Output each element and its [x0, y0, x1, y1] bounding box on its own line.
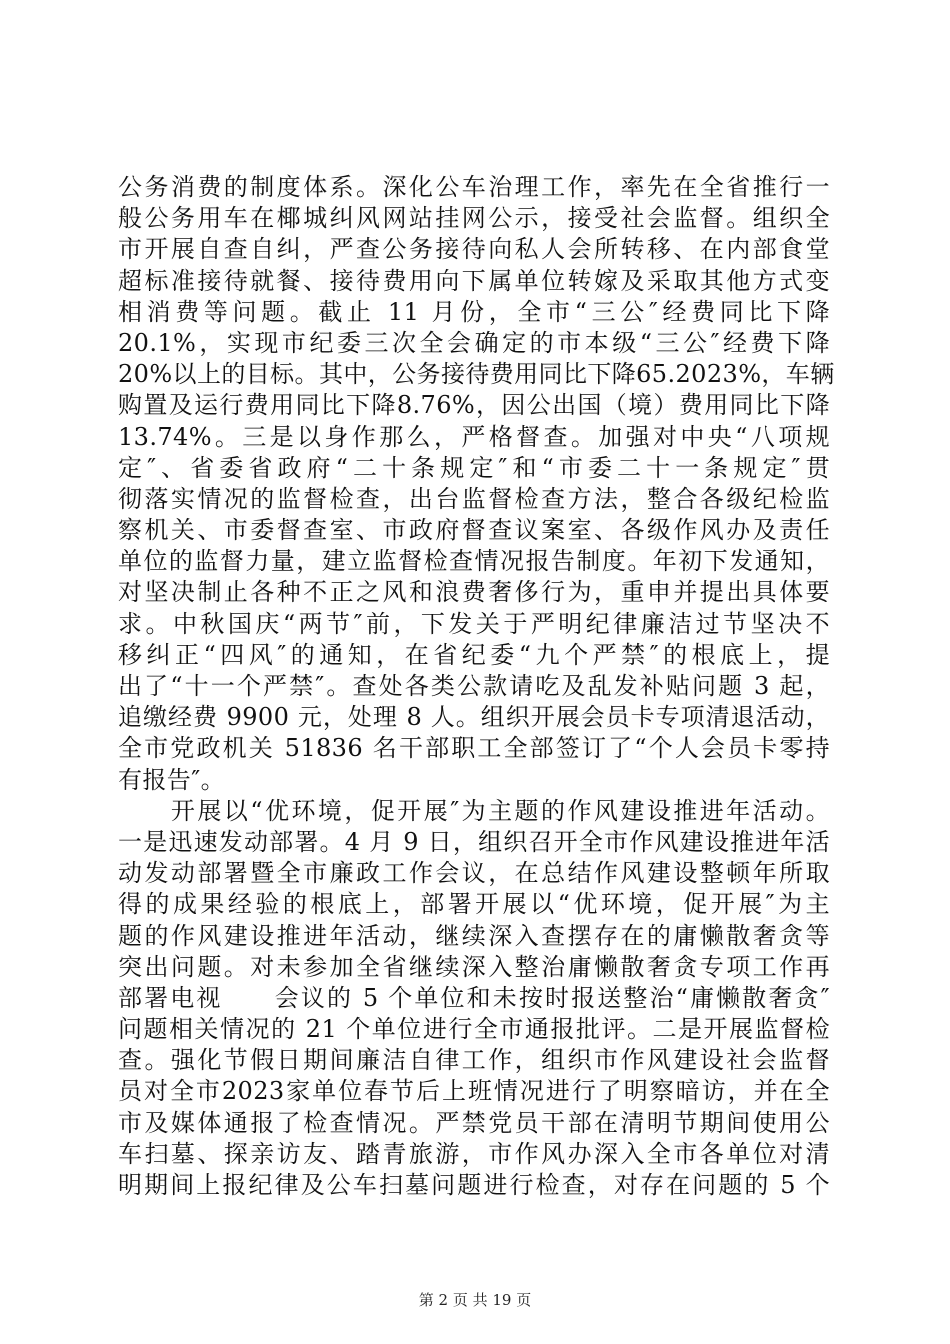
page-footer: 第 2 页 共 19 页: [418, 1291, 532, 1309]
text-line: 20.1%，实现市纪委三次全会确定的市本级“三公″经费下降: [118, 328, 830, 357]
text-line: 定″、省委省政府“二十条规定″和“市委二十一条规定″贯: [118, 453, 830, 482]
text-line: 察机关、市委督查室、市政府督查议案室、各级作风办及责任: [118, 516, 830, 545]
text-line: 彻落实情况的监督检查，出台监督检查方法，整合各级纪检监: [118, 484, 830, 513]
text-line: 有报告″。: [118, 765, 225, 794]
text-line: 一是迅速发动部署。4 月 9 日，组织召开全市作风建设推进年活: [118, 827, 830, 856]
text-line: 追缴经费 9900 元，处理 8 人。组织开展会员卡专项清退活动，: [118, 703, 830, 732]
text-line: 得的成果经验的根底上，部署开展以“优环境，促开展″为主: [118, 890, 830, 919]
text-line: 公务消费的制度体系。深化公车治理工作，率先在全省推行一: [118, 173, 830, 201]
text-line: 突出问题。对未参加全省继续深入整治庸懒散奢贪专项工作再: [118, 952, 830, 981]
text-line: 相消费等问题。截止 11 月份，全市“三公″经费同比下降: [118, 297, 830, 326]
text-line: 市开展自查自纠，严查公务接待向私人会所转移、在内部食堂: [118, 235, 830, 264]
text-line: 题的作风建设推进年活动，继续深入查摆存在的庸懒散奢贪等: [118, 921, 830, 950]
text-line: 超标准接待就餐、接待费用向下属单位转嫁及采取其他方式变: [118, 266, 830, 295]
text-line: 部署电视 会议的 5 个单位和未按时报送整治“庸懒散奢贪″: [118, 983, 830, 1012]
text-line: 查。强化节假日期间廉洁自律工作，组织市作风建设社会监督: [118, 1046, 830, 1075]
text-line: 求。中秋国庆“两节″前，下发关于严明纪律廉洁过节坚决不: [118, 609, 830, 638]
text-line: 开展以“优环境，促开展″为主题的作风建设推进年活动。: [118, 796, 830, 825]
text-line: 员对全市2023家单位春节后上班情况进行了明察暗访，并在全: [118, 1077, 830, 1106]
text-line: 移纠正“四风″的通知，在省纪委“九个严禁″的根底上，提: [118, 640, 830, 669]
text-line: 出了“十一个严禁″。查处各类公款请吃及乱发补贴问题 3 起，: [118, 672, 830, 700]
text-line: 20%以上的目标。其中，公务接待费用同比下降65.2023%，车辆: [118, 360, 835, 389]
text-line: 购置及运行费用同比下降8.76%，因公出国（境）费用同比下降: [118, 391, 830, 420]
text-line: 问题相关情况的 21 个单位进行全市通报批评。二是开展监督检: [118, 1015, 830, 1044]
text-line: 动发动部署暨全市廉政工作会议，在总结作风建设整顿年所取: [118, 859, 830, 888]
text-line: 车扫墓、探亲访友、踏青旅游，市作风办深入全市各单位对清: [118, 1139, 830, 1168]
text-line: 般公务用车在椰城纠风网站挂网公示，接受社会监督。组织全: [118, 204, 830, 233]
text-line: 对坚决制止各种不正之风和浪费奢侈行为，重申并提出具体要: [118, 578, 830, 607]
text-line: 单位的监督力量，建立监督检查情况报告制度。年初下发通知，: [118, 547, 830, 576]
text-line: 全市党政机关 51836 名干部职工全部签订了“个人会员卡零持: [118, 734, 830, 763]
body-text: [118, 172, 835, 1201]
text-line: 明期间上报纪律及公车扫墓问题进行检查，对存在问题的 5 个: [118, 1171, 830, 1199]
text-line: 市及媒体通报了检查情况。严禁党员干部在清明节期间使用公: [118, 1108, 830, 1137]
text-line: 13.74%。三是以身作那么，严格督查。加强对中央“八项规: [118, 422, 830, 451]
